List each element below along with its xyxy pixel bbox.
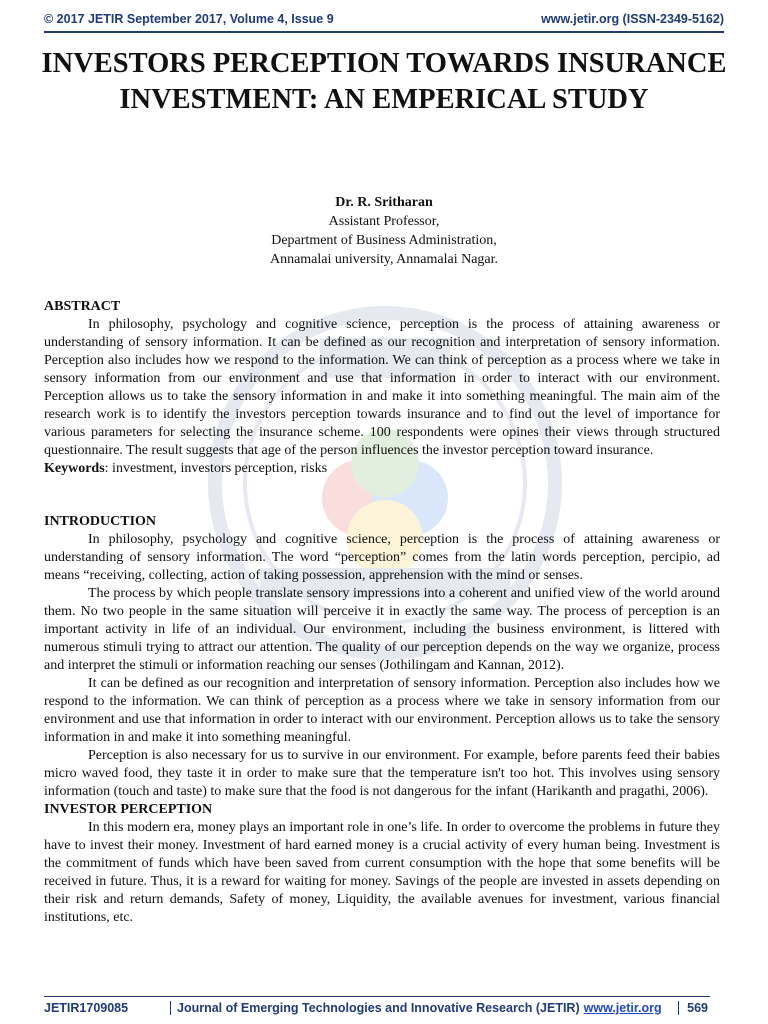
abstract-text: In philosophy, psychology and cognitive science, perception is the process of attaining awareness or understanding of sensory information. It can be defined as our recognition and interpretation of sensory information. Perception also includes how we respond to the information. We can think of perception as a process where we take in sensory information from our environment and use that information in order to interact with our environment. Perception allows us to take the sensory information in and make it into something meaningful. The main aim of the research work is to identify the investors perception towards insurance and to find out the level of importance for various parameters for selecting the insurance scheme. 100 respondents were opines their views through structured questionnaire. The result suggests that age of the person influences the investor perception toward insurance. xyxy=(44,317,720,458)
footer-journal-name: Journal of Emerging Technologies and Innovative Research (JETIR) xyxy=(177,1001,580,1015)
footer-article-id: JETIR1709085 xyxy=(44,1001,171,1015)
author-position: Assistant Professor, xyxy=(328,214,440,229)
introduction-heading: INTRODUCTION xyxy=(44,514,157,529)
introduction-paragraph: Perception is also necessary for us to survive in our environment. For example, before parents feed their babies micro waved food, they taste it in order to make sure that the temperature isn't too hot. This involves using sensory information (touch and taste) to make sure that the food is not dangerous for the infant (Harikanth and pragathi, 2006). xyxy=(44,748,720,799)
keywords-values: : investment, investors perception, risks xyxy=(104,461,328,476)
introduction-paragraph: It can be defined as our recognition and interpretation of sensory information. Perception also includes how we respond to the information. We can think of perception as a process where we take in sensory information from our environment and use that information in order to interact with our environment. Perception allows us to take the sensory information in and make it into something meaningful. xyxy=(44,676,720,745)
header-journal-info: © 2017 JETIR September 2017, Volume 4, Issue 9 xyxy=(44,12,334,26)
author-block xyxy=(0,193,768,269)
paper-title: INVESTORS PERCEPTION TOWARDS INSURANCE INVESTMENT: AN EMPERICAL STUDY xyxy=(41,48,727,115)
author-department: Department of Business Administration, xyxy=(271,233,497,248)
header-website[interactable]: www.jetir.org (ISSN-2349-5162) xyxy=(541,12,724,26)
investor-perception-paragraph: In this modern era, money plays an important role in one’s life. In order to overcome the problems in future they have to invest their money. Investment of hard earned money is a crucial activity of every human being. Investment is the commitment of funds which have been saved from current consumption with the hope that some benefits will be received in future. Thus, it is a reward for waiting for money. Savings of the people are invested in assets depending on their risk and return demands, Safety of money, Liquidity, the available avenues for investment, various financial institutions, etc. xyxy=(44,820,720,925)
abstract-section xyxy=(44,298,720,478)
author-affiliation: Annamalai university, Annamalai Nagar. xyxy=(269,252,499,267)
introduction-paragraph: The process by which people translate sensory impressions into a coherent and unified view of the world around them. No two people in the same situation will perceive it in exactly the same way. The process of perception is an important activity in life of an individual. Our environment, including the business environment, is littered with numerous stimuli trying to attract our attention. The quality of our perception depends on the way we organize, process and interpret the stimuli or information reaching our senses (Jothilingam and Kannan, 2012). xyxy=(44,586,720,673)
author-name: Dr. R. Sritharan xyxy=(335,195,433,210)
abstract-heading: ABSTRACT xyxy=(44,299,121,314)
page-footer xyxy=(44,998,708,1018)
introduction-paragraph: In philosophy, psychology and cognitive science, perception is the process of attaining awareness or understanding of sensory information. The word “perception” comes from the latin words perception, percipio, ad means “receiving, collecting, action of taking possession, apprehension with the mind or senses. xyxy=(44,532,720,583)
keywords-line xyxy=(44,460,720,478)
footer-website-link[interactable]: www.jetir.org xyxy=(583,1001,662,1015)
investor-perception-heading: INVESTOR PERCEPTION xyxy=(44,802,213,817)
introduction-section xyxy=(44,513,720,927)
page-header xyxy=(44,8,724,30)
footer-journal xyxy=(171,1001,666,1015)
page-number: 569 xyxy=(678,1001,708,1015)
footer-divider xyxy=(44,996,710,997)
header-divider xyxy=(44,31,724,33)
keywords-label: Keywords xyxy=(44,461,105,476)
